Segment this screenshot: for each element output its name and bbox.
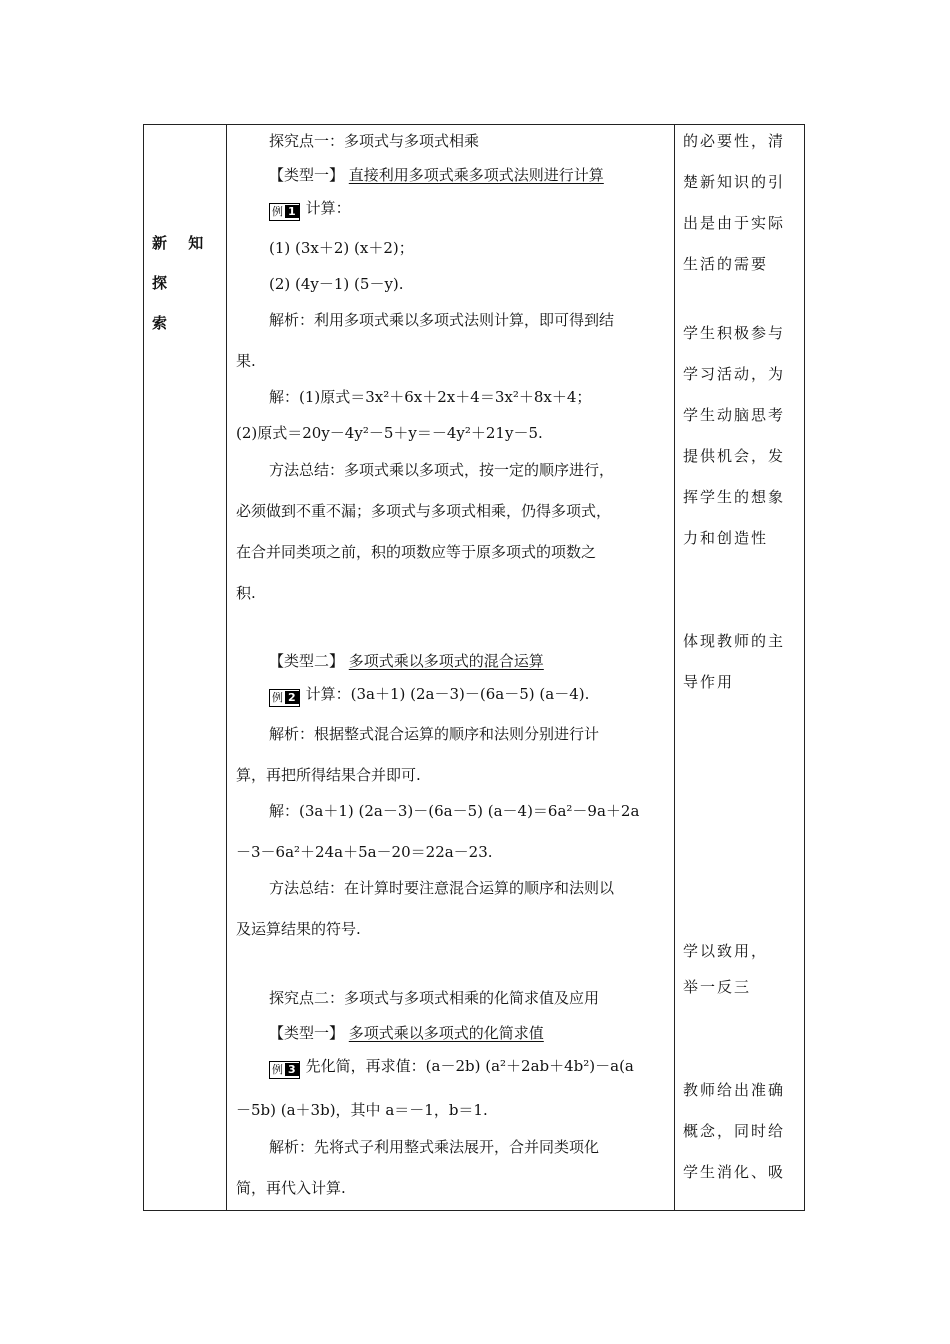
text-line: 果. [236, 352, 256, 370]
remark-line: 力和创造性 [683, 529, 769, 547]
remark-line: 体现教师的主 [683, 632, 786, 650]
text-line: －5b) (a＋3b)，其中 a＝－1，b＝1. [236, 1101, 488, 1119]
text-line: 算，再把所得结果合并即可. [236, 766, 421, 784]
example-line: 例 1 计算： [269, 197, 351, 221]
type-heading [269, 650, 544, 671]
text-line: (2) (4y－1) (5－y). [269, 275, 404, 293]
text-line: 必须做到不重不漏；多项式与多项式相乘，仍得多项式， [236, 502, 612, 520]
remark-line: 楚新知识的引 [683, 173, 786, 191]
text-line: 方法总结：在计算时要注意混合运算的顺序和法则以 [269, 879, 615, 897]
type-heading [269, 1022, 544, 1043]
example-badge: 例 1 [269, 203, 300, 221]
type-tag: 【类型一】 [269, 166, 345, 184]
remark-line: 概念，同时给 [683, 1122, 786, 1140]
remark-line: 的必要性，清 [683, 132, 786, 150]
column-divider [674, 125, 675, 1210]
text-line: 解析：先将式子利用整式乘法展开，合并同类项化 [269, 1138, 600, 1156]
section-title [152, 223, 220, 343]
section-title-line: 索 [152, 314, 176, 332]
remark-line: 提供机会，发 [683, 447, 786, 465]
subsection-heading: 探究点一：多项式与多项式相乘 [269, 132, 480, 150]
text-line: 解：(1)原式＝3x²＋6x＋2x＋4＝3x²＋8x＋4； [269, 388, 592, 406]
example-line: 例 2 计算：(3a＋1) (2a－3)－(6a－5) (a－4). [269, 683, 589, 707]
text-line: 解析：利用多项式乘以多项式法则计算，即可得到结 [269, 311, 615, 329]
lesson-table [143, 124, 805, 1211]
text-line: 解：(3a＋1) (2a－3)－(6a－5) (a－4)＝6a²－9a＋2a [269, 802, 640, 820]
remark-line: 导作用 [683, 673, 735, 691]
remark-line: 学习活动，为 [683, 365, 786, 383]
type-tag: 【类型一】 [269, 1024, 345, 1042]
subsection-heading: 探究点二：多项式与多项式相乘的化简求值及应用 [269, 989, 600, 1007]
section-title-line: 新 知 探 [152, 234, 212, 292]
example-line: 例 3 先化简，再求值：(a－2b) (a²＋2ab＋4b²)－a(a [269, 1055, 634, 1079]
remark-line: 学生动脑思考 [683, 406, 786, 424]
remark-line: 生活的需要 [683, 255, 769, 273]
remark-line: 教师给出准确 [683, 1081, 786, 1099]
text-line: 简，再代入计算. [236, 1179, 346, 1197]
example-badge: 例 3 [269, 1061, 300, 1079]
text-line: 在合并同类项之前，积的项数应等于原多项式的项数之 [236, 543, 597, 561]
type-title: 直接利用多项式乘多项式法则进行计算 [348, 166, 604, 184]
text-line: 及运算结果的符号. [236, 920, 361, 938]
remark-line: 学生积极参与 [683, 324, 786, 342]
example-badge: 例 2 [269, 689, 300, 707]
text-line: (2)原式＝20y－4y²－5＋y＝－4y²＋21y－5. [236, 424, 543, 442]
column-divider [226, 125, 227, 1210]
type-tag: 【类型二】 [269, 652, 345, 670]
type-heading [269, 164, 604, 185]
remark-line: 挥学生的想象 [683, 488, 786, 506]
type-title: 多项式乘以多项式的化简求值 [348, 1024, 544, 1042]
text-line: －3－6a²＋24a＋5a－20＝22a－23. [236, 843, 493, 861]
type-title: 多项式乘以多项式的混合运算 [348, 652, 544, 670]
remark-line: 举一反三 [683, 978, 752, 996]
remark-line: 学以致用， [683, 942, 769, 960]
text-line: 解析：根据整式混合运算的顺序和法则分别进行计 [269, 725, 600, 743]
text-line: (1) (3x＋2) (x＋2)； [269, 239, 414, 257]
remark-line: 学生消化、吸 [683, 1163, 786, 1181]
remark-line: 出是由于实际 [683, 214, 786, 232]
text-line: 积. [236, 584, 256, 602]
text-line: 方法总结：多项式乘以多项式，按一定的顺序进行， [269, 461, 615, 479]
